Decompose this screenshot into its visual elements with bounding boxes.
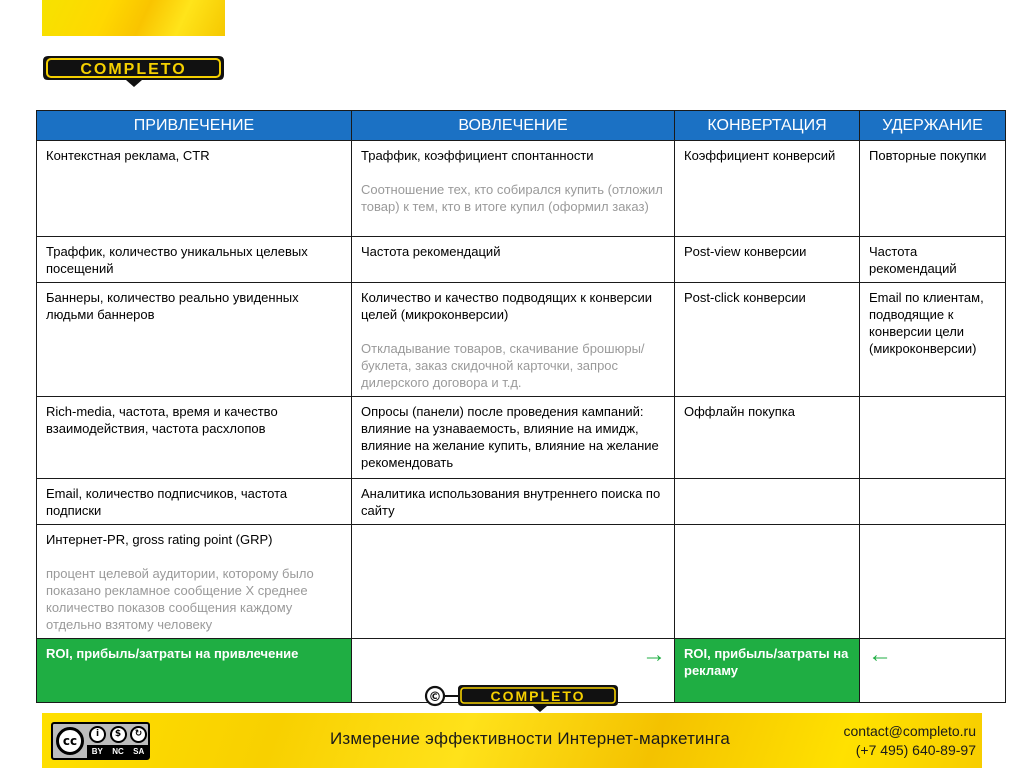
license-labels (87, 745, 149, 758)
cell-note: Соотношение тех, кто собирался купить (отложил товар) к тем, кто в итоге купил (оформил заказ) (361, 182, 663, 214)
cell-text: Траффик, коэффициент спонтанности (361, 148, 594, 163)
table-cell (37, 237, 352, 283)
contact-phone: (+7 495) 640-89-97 (855, 742, 976, 758)
table-cell (37, 525, 352, 639)
table-cell (675, 397, 860, 479)
cell-text: Интернет-PR, gross rating point (GRP) (46, 532, 273, 547)
footer-bar (42, 713, 982, 768)
cell-text: Количество и качество подводящих к конверсии целей (микроконверсии) (361, 290, 653, 322)
roi-arrow-cell (860, 639, 1006, 703)
table-cell (860, 479, 1006, 525)
cell-text: ROI, прибыль/затраты на рекламу (684, 646, 849, 678)
bottom-logo-text: COMPLETO (490, 688, 586, 704)
license-label-by: BY (91, 747, 103, 756)
footer-title: Измерение эффективности Интернет-маркетинга (330, 729, 731, 748)
cell-text: Траффик, количество уникальных целевых посещений (46, 244, 308, 276)
table-cell (860, 237, 1006, 283)
cell-text: Post-view конверсии (684, 244, 807, 259)
header-conversion: КОНВЕРТАЦИЯ (675, 111, 860, 141)
attribution-icon: i (89, 726, 106, 743)
table-cell (675, 479, 860, 525)
table-cell (37, 397, 352, 479)
table-cell (352, 479, 675, 525)
completo-logo (42, 54, 225, 88)
table-row (37, 141, 1006, 237)
cell-note: процент целевой аудитории, которому было показано рекламное сообщение Х среднее количество показов сообщения каждому отдельно взятому человеку (46, 566, 314, 632)
arrow-right-icon: → (642, 641, 666, 668)
table-cell (675, 237, 860, 283)
table-cell (860, 283, 1006, 397)
table-row (37, 397, 1006, 479)
cell-text: ROI, прибыль/затраты на привлечение (46, 646, 299, 661)
table-cell (675, 141, 860, 237)
license-label-nc: NC (112, 747, 124, 756)
header-retention: УДЕРЖАНИЕ (860, 111, 1006, 141)
cell-text: Коэффициент конверсий (684, 148, 836, 163)
header-attraction: ПРИВЛЕЧЕНИЕ (37, 111, 352, 141)
cell-text: Оффлайн покупка (684, 404, 795, 419)
cell-note: Откладывание товаров, скачивание брошюры/буклета, заказ скидочной карточки, запрос дилерского договора и т.д. (361, 341, 645, 390)
table-header-row (37, 111, 1006, 141)
table-cell (860, 141, 1006, 237)
metrics-table (36, 110, 1006, 703)
table-cell (860, 397, 1006, 479)
table-cell (352, 283, 675, 397)
cell-text: Повторные покупки (869, 148, 987, 163)
copyright-icon: © (428, 690, 442, 705)
cell-text: Email, количество подписчиков, частота подписки (46, 486, 288, 518)
table-cell (675, 283, 860, 397)
cell-text: Post-click конверсии (684, 290, 806, 305)
sharealike-icon: ↻ (130, 726, 147, 743)
logo-text: COMPLETO (80, 61, 187, 78)
table-cell (352, 525, 675, 639)
cell-text: Баннеры, количество реально увиденных людьми баннеров (46, 290, 299, 322)
footer-contact (844, 722, 977, 760)
contact-email[interactable]: contact@completo.ru (843, 723, 976, 739)
table-cell (37, 141, 352, 237)
cell-text: Email по клиентам, подводящие к конверсии цели (микроконверсии) (869, 290, 984, 356)
table-cell (352, 141, 675, 237)
table-row (37, 525, 1006, 639)
cell-text: Частота рекомендаций (361, 244, 501, 259)
table-cell (352, 237, 675, 283)
arrow-left-icon: ← (868, 641, 892, 668)
noncommercial-icon: $ (110, 726, 127, 743)
table-cell (860, 525, 1006, 639)
table-row (37, 479, 1006, 525)
cell-text: Частота рекомендаций (869, 244, 957, 276)
table-cell (37, 283, 352, 397)
header-engagement: ВОВЛЕЧЕНИЕ (352, 111, 675, 141)
creative-commons-badge[interactable] (51, 722, 150, 760)
table-row (37, 237, 1006, 283)
cell-text: Аналитика использования внутреннего поиска по сайту (361, 486, 661, 518)
license-icons (89, 726, 147, 746)
table-cell (675, 525, 860, 639)
cell-text: Опросы (панели) после проведения кампаний: влияние на узнаваемость, влияние на имидж, влияние на желание купить, влияние на желание рекомендовать (361, 404, 659, 470)
bottom-completo-logo (424, 682, 620, 712)
cell-text: Контекстная реклама, CTR (46, 148, 210, 163)
table-cell (352, 397, 675, 479)
table-row (37, 283, 1006, 397)
cc-icon: cc (56, 727, 84, 755)
license-label-sa: SA (133, 747, 145, 756)
cell-text: Rich-media, частота, время и качество взаимодействия, частота расхлопов (46, 404, 278, 436)
roi-attraction-cell (37, 639, 352, 703)
table-cell (37, 479, 352, 525)
top-yellow-banner (42, 0, 225, 36)
roi-conversion-cell (675, 639, 860, 703)
